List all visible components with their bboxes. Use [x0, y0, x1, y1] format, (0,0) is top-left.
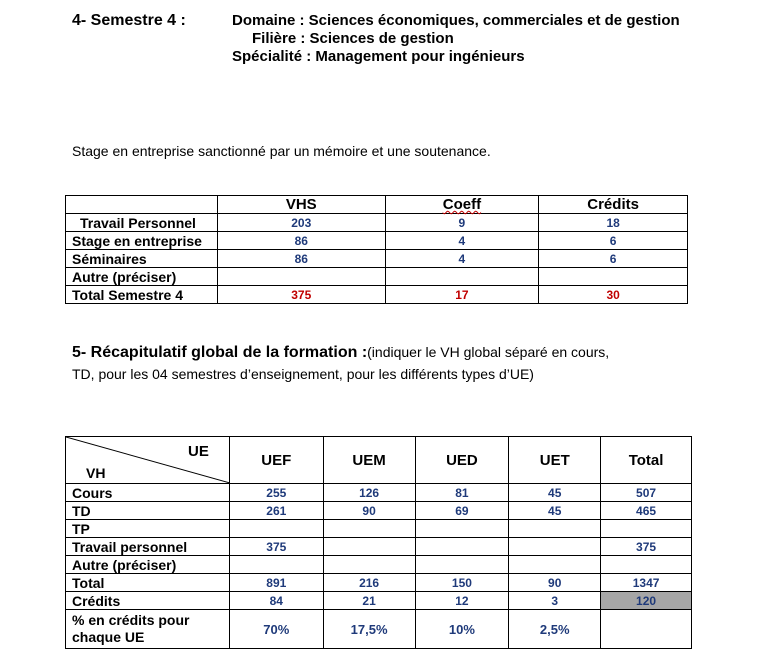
table-cell: 84 — [229, 592, 323, 610]
table-cell — [229, 520, 323, 538]
table-cell: 150 — [415, 574, 509, 592]
cell-vhs-total: 375 — [217, 286, 385, 304]
table-cell: 81 — [415, 484, 509, 502]
row-label: % en crédits pour chaque UE — [66, 610, 230, 649]
cell-credits: 6 — [539, 250, 688, 268]
cell-coeff: 9 — [385, 214, 539, 232]
table-cell — [323, 538, 415, 556]
table-cell: 465 — [601, 502, 692, 520]
recap-title: 5- Récapitulatif global de la formation : — [72, 344, 368, 361]
cell-vhs: 86 — [217, 232, 385, 250]
table-row — [66, 520, 692, 538]
table-row — [66, 592, 692, 610]
recap-note-line2: TD, pour les 04 semestres d’enseignement, pour les différents types d’UE) — [72, 366, 534, 382]
cell-credits: 18 — [539, 214, 688, 232]
recap-table — [65, 436, 692, 649]
domaine-line: Domaine : Sciences économiques, commerciales et de gestion — [232, 12, 680, 29]
stage-description: Stage en entreprise sanctionné par un mémoire et une soutenance. — [72, 143, 491, 159]
row-label: Total Semestre 4 — [66, 286, 218, 304]
row-label: Travail Personnel — [66, 214, 218, 232]
table-cell: 10% — [415, 610, 509, 649]
cell-credits: 6 — [539, 232, 688, 250]
table-cell: 261 — [229, 502, 323, 520]
table-cell — [323, 556, 415, 574]
header-credits: Crédits — [539, 196, 688, 214]
table-header-row — [66, 196, 688, 214]
header-total: Total — [601, 437, 692, 484]
table-row — [66, 556, 692, 574]
table-row — [66, 484, 692, 502]
row-label: Travail personnel — [66, 538, 230, 556]
table-cell: 3 — [509, 592, 601, 610]
semester-4-table — [65, 195, 688, 304]
row-label: Stage en entreprise — [66, 232, 218, 250]
cell-vhs — [217, 268, 385, 286]
row-label: TP — [66, 520, 230, 538]
table-cell: 507 — [601, 484, 692, 502]
table-row — [66, 214, 688, 232]
table-row — [66, 574, 692, 592]
cell-coeff: 4 — [385, 232, 539, 250]
header-uef: UEF — [229, 437, 323, 484]
table-cell — [509, 520, 601, 538]
cell-vhs: 86 — [217, 250, 385, 268]
table-row — [66, 538, 692, 556]
table-cell: 45 — [509, 484, 601, 502]
header-ued: UED — [415, 437, 509, 484]
header-coeff — [385, 196, 539, 214]
corner-vh-label: VH — [86, 465, 106, 481]
table-cell: 12 — [415, 592, 509, 610]
table-row — [66, 610, 692, 649]
cell-credits — [539, 268, 688, 286]
table-total-row — [66, 286, 688, 304]
table-row — [66, 268, 688, 286]
table-cell: 70% — [229, 610, 323, 649]
table-cell: 69 — [415, 502, 509, 520]
cell-coeff-total: 17 — [385, 286, 539, 304]
table-cell: 375 — [229, 538, 323, 556]
filiere-line: Filière : Sciences de gestion — [252, 30, 454, 47]
table-cell: 891 — [229, 574, 323, 592]
cell-coeff: 4 — [385, 250, 539, 268]
table-cell: 90 — [509, 574, 601, 592]
semester-title: 4- Semestre 4 : — [72, 12, 186, 29]
header-corner — [66, 196, 218, 214]
table-cell — [415, 520, 509, 538]
table-row — [66, 250, 688, 268]
row-label: Autre (préciser) — [66, 268, 218, 286]
cell-credits-total: 30 — [539, 286, 688, 304]
table-row — [66, 232, 688, 250]
table-cell: 90 — [323, 502, 415, 520]
table-cell — [601, 520, 692, 538]
row-label: Crédits — [66, 592, 230, 610]
table-cell — [601, 556, 692, 574]
table-cell — [509, 538, 601, 556]
row-label: Autre (préciser) — [66, 556, 230, 574]
table-cell — [601, 610, 692, 649]
recap-heading — [72, 344, 609, 362]
header-uet: UET — [509, 437, 601, 484]
table-cell — [509, 556, 601, 574]
table-cell — [229, 556, 323, 574]
table-cell: 1347 — [601, 574, 692, 592]
corner-cell — [66, 437, 230, 484]
table-cell: 375 — [601, 538, 692, 556]
table-cell: 216 — [323, 574, 415, 592]
header-vhs: VHS — [217, 196, 385, 214]
cell-coeff — [385, 268, 539, 286]
table-cell — [323, 520, 415, 538]
table-row — [66, 502, 692, 520]
recap-note: (indiquer le VH global séparé en cours, — [367, 344, 610, 360]
row-label: Séminaires — [66, 250, 218, 268]
table-cell: 2,5% — [509, 610, 601, 649]
table-cell: 21 — [323, 592, 415, 610]
table-cell: 255 — [229, 484, 323, 502]
table-cell: 126 — [323, 484, 415, 502]
total-credits-cell: 120 — [601, 592, 692, 610]
table-cell — [415, 538, 509, 556]
cell-vhs: 203 — [217, 214, 385, 232]
row-label: Total — [66, 574, 230, 592]
row-label: Cours — [66, 484, 230, 502]
corner-ue-label: UE — [188, 443, 209, 460]
table-cell: 17,5% — [323, 610, 415, 649]
row-label: TD — [66, 502, 230, 520]
table-cell — [415, 556, 509, 574]
table-cell: 45 — [509, 502, 601, 520]
specialite-line: Spécialité : Management pour ingénieurs — [232, 48, 525, 65]
header-coeff-label: Coeff — [442, 196, 482, 213]
header-uem: UEM — [323, 437, 415, 484]
table-header-row — [66, 437, 692, 484]
